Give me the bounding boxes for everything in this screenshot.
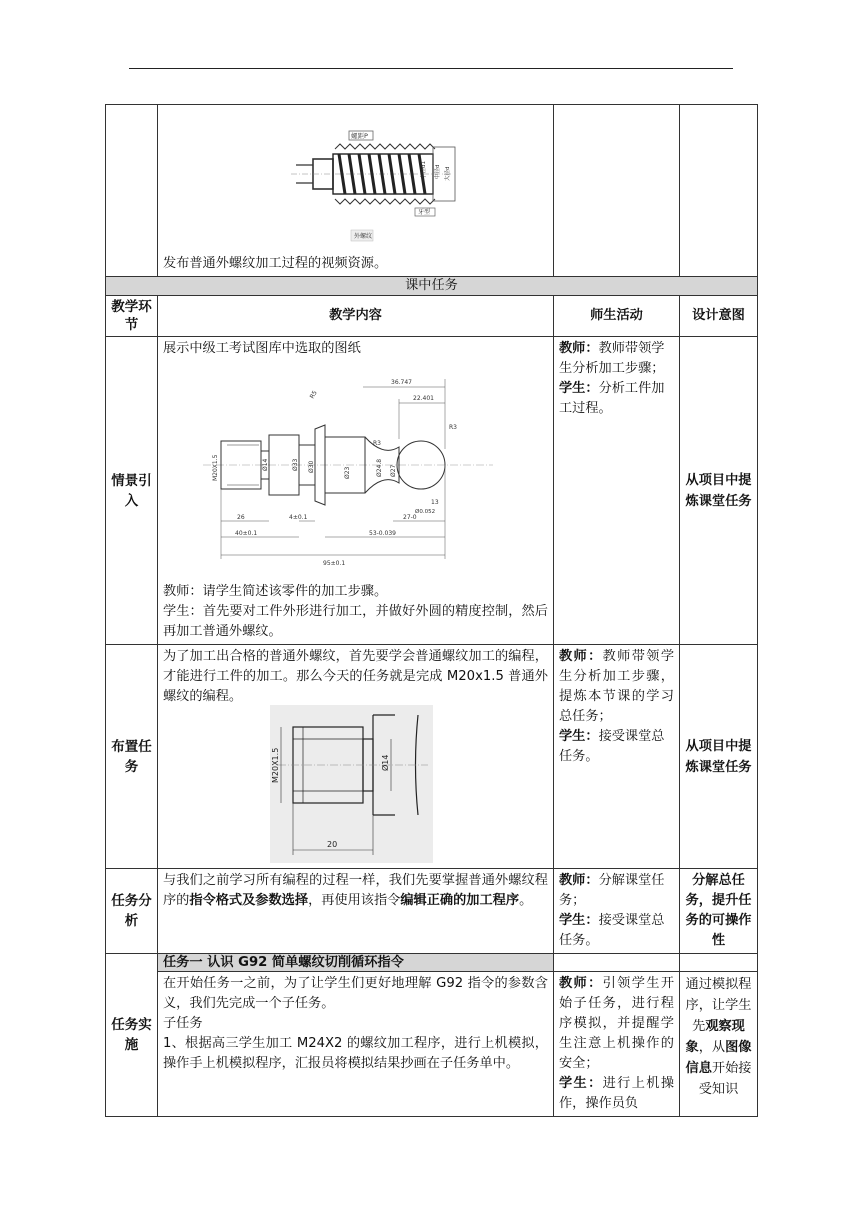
lesson-plan-table — [105, 104, 758, 1117]
thread-figure-cell — [158, 105, 554, 277]
dim-27b: 27-0 — [403, 514, 417, 521]
student-label: 学生： — [559, 913, 599, 928]
impl-activity — [554, 972, 680, 1117]
impl-p1: 在开始任务一之前，为了让学生们更好地理解 G92 指令的参数含义，我们先完成一个子任务。 — [163, 976, 548, 1011]
analysis-row — [106, 869, 758, 954]
dim-r3a: R3 — [449, 424, 457, 431]
teacher-activity: 引领学生开始子任务，进行程序模拟，并提醒学生注意上机操作的安全； — [559, 976, 675, 1071]
analysis-intent: 分解总任务，提升任务的可操作性 — [680, 869, 758, 954]
teacher-label: 教师： — [559, 873, 599, 888]
intro-stage: 情景引入 — [106, 337, 158, 645]
dim-95: 95±0.1 — [323, 560, 346, 567]
analysis-text-e: 。 — [519, 893, 533, 908]
analysis-text-b: 指令格式及参数选择 — [189, 893, 309, 908]
intro-content — [158, 337, 554, 645]
teacher-label: 教师： — [559, 649, 603, 664]
analysis-text-d: 编辑正确的加工程序 — [400, 893, 520, 908]
impl-intent-d: 图像信息 — [685, 1040, 752, 1076]
dim-36747: 36.747 — [391, 379, 412, 386]
impl-intent-a: 通过模拟程序，让学生先 — [685, 977, 752, 1034]
assign-text: 为了加工出合格的普通外螺纹，首先要学会普通螺纹加工的编程，才能进行工件的加工。那么今天的任务就是完成 M20x1.5 普通外螺纹的编程。 — [163, 649, 548, 704]
thread-dimension-figure — [163, 705, 549, 865]
dim-d14: Ø14 — [262, 458, 269, 471]
length-label: 20 — [327, 840, 338, 849]
assign-content — [158, 645, 554, 869]
impl-p2: 子任务 — [163, 1016, 203, 1031]
assign-activity — [554, 645, 680, 869]
student-label: 学生： — [559, 381, 599, 396]
teacher-activity: 分解课堂任务； — [559, 873, 665, 908]
intro-text: 展示中级工考试图库中选取的图纸 — [163, 341, 361, 356]
header-row — [106, 296, 758, 337]
impl-intent-c: ，从 — [698, 1040, 726, 1055]
dim-r5: R5 — [308, 389, 319, 400]
d14-label: Ø14 — [381, 754, 390, 771]
empty-cell — [680, 105, 758, 277]
dim-d248: Ø24.8 — [376, 458, 383, 477]
student-activity: 接受课堂总任务。 — [559, 913, 665, 948]
analysis-content — [158, 869, 554, 954]
part-drawing — [163, 359, 549, 575]
pitch-dia-label: 中径d — [435, 164, 441, 179]
empty-cell — [106, 105, 158, 277]
video-resource-text: 发布普通外螺纹加工过程的视频资源。 — [163, 256, 388, 271]
impl-intent-e: 开始接受知识 — [698, 1061, 752, 1097]
dim-26: 26 — [237, 514, 245, 521]
impl-intent — [680, 972, 758, 1117]
dim-d27: Ø27 — [390, 464, 397, 477]
header-activity: 师生活动 — [554, 296, 680, 337]
analysis-text-c: ，再使用该指令 — [308, 893, 401, 908]
task-one-title: 任务一 认识 G92 简单螺纹切削循环指令 — [158, 954, 554, 972]
assign-intent: 从项目中提炼课堂任务 — [680, 645, 758, 869]
continuation-row — [106, 105, 758, 277]
intro-intent: 从项目中提炼课堂任务 — [680, 337, 758, 645]
dim-13: 13 — [431, 499, 439, 506]
intro-row — [106, 337, 758, 645]
dim-40: 40±0.1 — [235, 530, 258, 537]
student-activity: 接受课堂总任务。 — [559, 729, 665, 764]
student-activity: 分析工件加工过程。 — [559, 381, 665, 416]
teacher-label: 教师： — [559, 341, 599, 356]
header-stage: 教学环节 — [106, 296, 158, 337]
header-content: 教学内容 — [158, 296, 554, 337]
figure-caption: 外螺纹 — [354, 233, 373, 240]
dim-4: 4±0.1 — [289, 514, 308, 521]
impl-content — [158, 972, 554, 1117]
impl-title-row — [106, 954, 758, 972]
header-intent: 设计意图 — [680, 296, 758, 337]
dim-m20: M20X1.5 — [212, 454, 219, 481]
impl-p3: 1、根据高三学生加工 M24X2 的螺纹加工程序，进行上机模拟，操作手上机模拟程序，汇报员将模拟结果抄画在子任务单中。 — [163, 1036, 548, 1071]
impl-intent-b: 观察现象 — [685, 1019, 745, 1055]
intro-student-line: 学生：首先要对工件外形进行加工，并做好外圆的精度控制，然后再加工普通外螺纹。 — [163, 604, 548, 639]
section-title: 课中任务 — [106, 277, 758, 296]
dim-r3b: R3 — [373, 440, 381, 447]
external-thread-figure — [163, 107, 549, 247]
teacher-activity: 教师带领学生分析加工步骤，提炼本节课的学习总任务； — [559, 649, 675, 724]
assign-stage: 布置任务 — [106, 645, 158, 869]
dim-d23: Ø23 — [344, 466, 351, 479]
pitch-label: 螺距P — [351, 132, 368, 140]
analysis-text-a: 与我们之前学习所有编程的过程一样，我们先要掌握普通外螺纹程序的 — [163, 873, 548, 908]
empty-cell — [554, 105, 680, 277]
assign-row — [106, 645, 758, 869]
depth-label: 牙型 — [418, 209, 431, 216]
dim-53: 53-0.039 — [369, 530, 396, 537]
dim-d30: Ø30 — [308, 460, 315, 473]
section-row — [106, 277, 758, 296]
intro-teacher-line: 教师：请学生简述该零件的加工步骤。 — [163, 584, 388, 599]
intro-activity — [554, 337, 680, 645]
analysis-activity — [554, 869, 680, 954]
teacher-label: 教师： — [559, 976, 603, 991]
header-rule — [129, 68, 733, 69]
major-dia-label: 大径d — [445, 166, 451, 181]
dim-d33: Ø33 — [292, 458, 299, 471]
m20-label: M20X1.5 — [271, 747, 280, 783]
student-label: 学生： — [559, 729, 599, 744]
teacher-activity: 教师带领学生分析加工步骤； — [559, 341, 665, 376]
student-activity: 进行上机操作，操作员负 — [559, 1076, 675, 1111]
impl-body-row — [106, 972, 758, 1117]
student-label: 学生： — [559, 1076, 603, 1091]
dim-22401: 22.401 — [413, 395, 434, 402]
empty-cell — [554, 954, 680, 972]
impl-stage: 任务实施 — [106, 954, 158, 1117]
analysis-stage: 任务分析 — [106, 869, 158, 954]
minor-dia-label: 小径d1 — [421, 161, 427, 179]
empty-cell — [680, 954, 758, 972]
dim-tol: Ø0.052 — [415, 509, 436, 515]
